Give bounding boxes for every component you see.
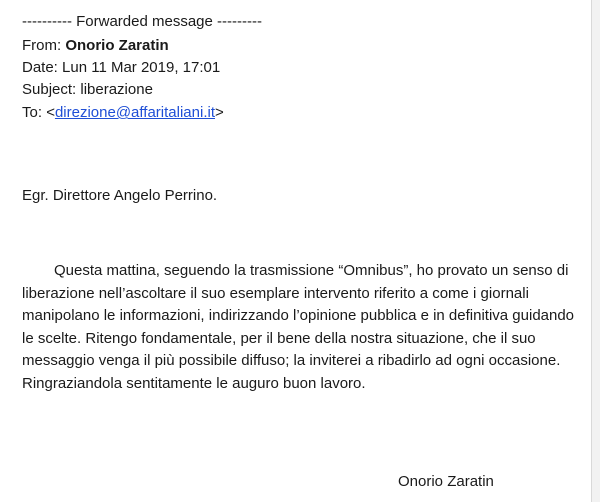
forwarded-message-line: ---------- Forwarded message --------- [22,13,262,30]
from-name: Onorio Zaratin [65,37,169,54]
to-close-bracket: > [215,104,224,121]
subject-row [22,80,153,100]
date-label: Date: [22,59,58,76]
to-open-bracket: < [46,104,55,121]
date-value: Lun 11 Mar 2019, 17:01 [62,59,221,76]
from-label: From: [22,37,62,54]
to-label: To: [22,104,43,121]
date-row [22,58,220,78]
signature: Onorio Zaratin [398,473,494,490]
to-row [22,103,224,123]
subject-label: Subject: [22,81,77,98]
subject-value: liberazione [80,81,153,98]
from-row [22,36,169,56]
message-body: Questa mattina, seguendo la trasmissione “Omnibus”, ho provato un senso di liberazione nell’ascoltare il suo esemplare intervento riferito a come i giornali manipolano le informazioni, indirizzando l’opinione pubblica e in definitiva guidando le scelte. Ritengo fondamentale, per il bene della nostra situazione, che il suo messaggio venga il più possibile diffuso; la inviterei a ribadirlo ad ogni occasione. Ringraziandola sentitamente le auguro buon lavoro. [22,262,575,392]
greeting: Egr. Direttore Angelo Perrino. [22,187,218,204]
to-email-link[interactable]: direzione@affaritaliani.it [54,104,215,121]
